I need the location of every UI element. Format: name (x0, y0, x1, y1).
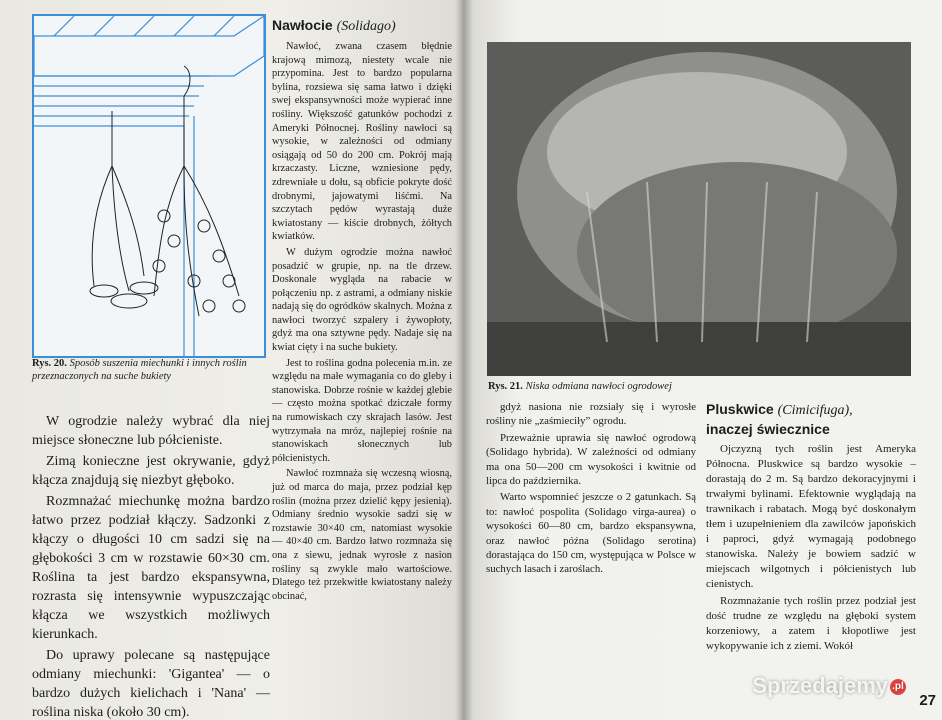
miechunka-column (32, 412, 270, 720)
page-number: 27 (919, 692, 936, 709)
heading-nawlocie-title: Nawłocie (272, 17, 333, 33)
left-page (0, 0, 468, 720)
watermark-text: Sprzedajemy (752, 673, 888, 698)
figure-20-drying-illustration (32, 14, 266, 358)
paragraph: Nawłoć, zwana czasem błędnie krajową mimozą, niestety wcale nie przypomina. Jest to bardzo popularna bylina, rozsiewa się sama łatwo i dzięki swej ekspansywności może wypierać inne rośliny. Większość gatunków pochodzi z Ameryki Północnej. Rośliny nawłoci są wysokie, w zależności od odmiany osiągają od 50 do 200 cm. Pokrój mają krzaczasty. Liczne, wzniesione pędy, zdrewniałe u dołu, są obficie pokryte dość drobnymi, jajowatymi liśćmi. Na szczytach pędów wyrastają duże kwiatostany — kiście drobnych, żółtych kwiatków. (272, 41, 452, 243)
paragraph: Jest to roślina godna polecenia m.in. ze względu na małe wymagania co do gleby i stanowiska. Dobrze rośnie w każdej glebie — często można spotkać dziczałe formy na rumowiskach czy skrajach lasów. Jest wytrzymała na mróz, najlepiej rośnie na stanowiskach słonecznych lub półcienistych. (272, 357, 452, 464)
paragraph: W dużym ogrodzie można nawłoć posadzić w grupie, np. na tle drzew. Doskonale wygląda na rabacie w połączeniu np. z astrami, a odmiany niskie nadają się do ogródków skalnych. Można z nawłoci tworzyć szpalery i żywopłoty, gdyż ma ona sztywne pędy. Nadaje się na kwiat cięty i na suche bukiety. (272, 246, 452, 354)
figure-20-number: Rys. 20. (32, 358, 67, 369)
paragraph: Warto wspomnieć jeszcze o 2 gatunkach. Są to: nawłoć pospolita (Solidago virga-aurea) o wysokości 60—80 cm, bardzo ekspansywna, oraz nawłoć późna (Solidago serotina) dorastająca do 150 cm, występująca w Polsce w suchych lasach i zaroślach. (486, 491, 696, 576)
paragraph: W ogrodzie należy wybrać dla niej miejsce słoneczne lub półcieniste. (32, 414, 270, 448)
watermark-logo (752, 673, 906, 699)
figure-21-photo (487, 42, 911, 376)
paragraph: gdyż nasiona nie rozsiały się i wyrosłe rośliny nie „zaśmieciły” ogrodu. (486, 401, 696, 428)
figure-21-number: Rys. 21. (488, 381, 523, 392)
heading-pluskwice-latin: (Cimicifuga), (777, 403, 853, 418)
paragraph: Przeważnie uprawia się nawłoć ogrodową (Solidago hybrida). W zależności od odmiany ma ona 50—200 cm wysokości i kwitnie od lipca do października. (486, 431, 696, 488)
heading-pluskwice-title: Pluskwice (706, 401, 774, 417)
heading-nawlocie (272, 16, 396, 36)
figure-21-caption (488, 380, 908, 393)
nawlocie-column (272, 40, 452, 605)
watermark-suffix: .pl (890, 679, 906, 695)
heading-pluskwice (706, 400, 916, 438)
heading-pluskwice-subtitle: inaczej świecznice (706, 421, 830, 437)
heading-nawlocie-latin: (Solidago) (336, 19, 396, 34)
nawloc-continued-column (486, 400, 696, 579)
paragraph: Zimą konieczne jest okrywanie, gdyż kłącza znajdują się niezbyt głęboko. (32, 454, 270, 488)
book-gutter (455, 0, 473, 720)
goldenrod-bush-photo (487, 42, 911, 376)
paragraph: Ojczyzną tych roślin jest Ameryka Północna. Pluskwice są bardzo wysokie – dorastają do 2 m. Są bardzo dekoracyjnymi i trwałymi bylinami. Efektownie wyglądają na trawnikach i rabatach. Mogą być doskonałym tłem i uzupełnieniem dla zawilców japońskich i paproci, gdyż wymagają podobnego stanowiska. Należy je bowiem sadzić w miejscach wilgotnych i półcienistych lub cienistych. (706, 443, 916, 590)
figure-20-caption (32, 357, 270, 383)
figure-20-caption-text: Sposób suszenia miechunki i innych roślin przeznaczonych na suche bukiety (32, 358, 247, 382)
paragraph: Do uprawy polecane są następujące odmiany miechunki: 'Gigantea' — o bardzo dużych kielichach i 'Nana' — roślina niska (około 30 cm). (32, 648, 270, 720)
figure-21-caption-text: Niska odmiana nawłoci ogrodowej (525, 381, 672, 392)
paragraph: Nawłoć rozmnaża się wczesną wiosną, już od marca do maja, przez podział kęp roślin (można przez dzielić kępy jesienią). Odmiany średnio wysokie sadzi się w rozstawie 30×40 cm, natomiast wysokie — 40×40 cm. Bardzo łatwo rozmnaża się ona z siewu, jednak wyrosłe z nasion rośliny są zwykle mało wartościowe. Dlatego też przekwitłe kwiatostany należy obcinać, (272, 468, 452, 602)
paragraph: Rozmnażanie tych roślin przez podział jest dość trudne ze względu na głęboki system korzeniowy, a zatem i kłopotliwe jest wykopywanie ich z ziemi. Wokół (706, 595, 916, 652)
paragraph: Rozmnażać miechunkę można bardzo łatwo przez podział kłączy. Sadzonki z kłączy o długości 10 cm sadzi się na głębokości 3 cm w rozstawie 60×30 cm. Roślina ta jest bardzo ekspansywna, rozrasta się intensywnie wypuszczając kłącza we wszystkich możliwych kierunkach. (32, 494, 270, 642)
drying-plants-drawing (34, 16, 264, 356)
pluskwice-column (706, 442, 916, 656)
